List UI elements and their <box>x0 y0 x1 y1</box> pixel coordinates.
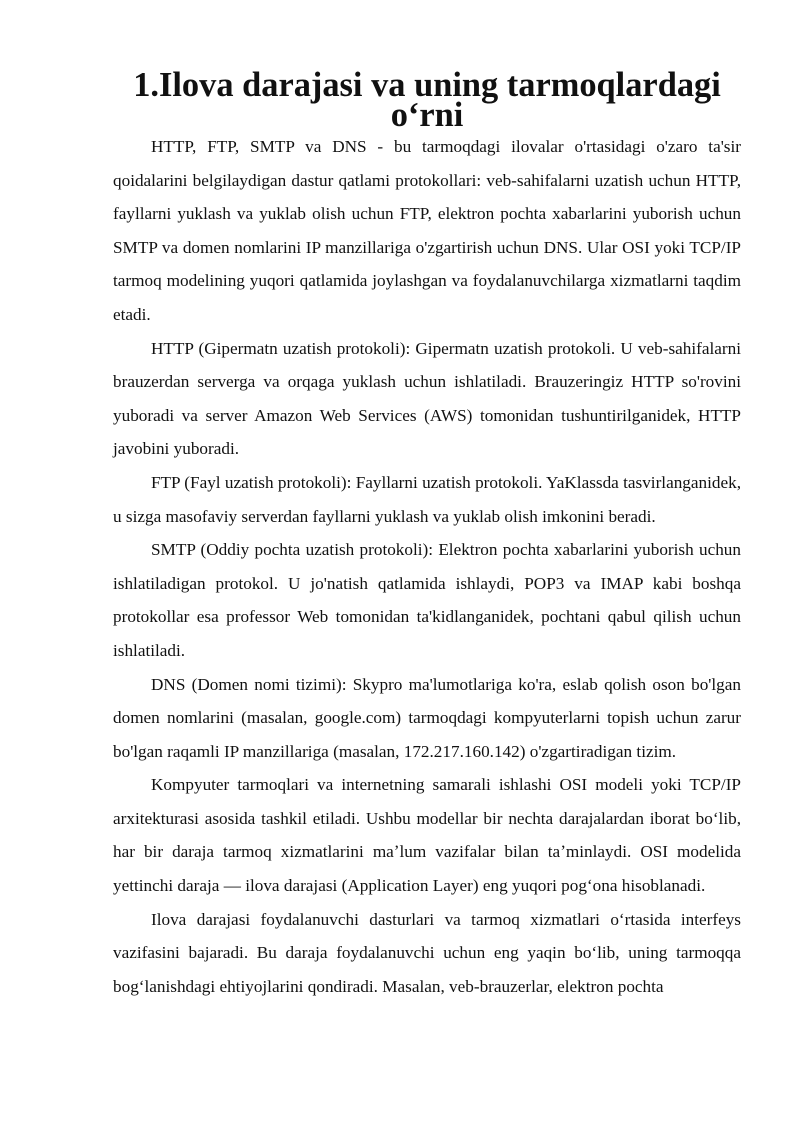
paragraph-ftp: FTP (Fayl uzatish protokoli): Fayllarni uzatish protokoli. YaKlassda tasvirlanganidek, u sizga masofaviy serverdan fayllarni yuklash va yuklab olish imkonini beradi. <box>113 472 741 526</box>
paragraph-dns: DNS (Domen nomi tizimi): Skypro ma'lumotlariga ko'ra, eslab qolish oson bo'lgan domen nomlarini (masalan, google.com) tarmoqdagi kompyuterlarni topish uchun zarur bo'lgan raqamli IP manzillariga (masalan, 172.217.160.142) o'zgartiradigan tizim. <box>113 674 741 761</box>
document-page <box>113 66 741 1003</box>
section-heading: 1.Ilova darajasi va uning tarmoqlardagi oʻrni <box>133 66 721 134</box>
paragraph-osi-model: Kompyuter tarmoqlari va internetning samarali ishlashi OSI modeli yoki TCP/IP arxitekturasi asosida tashkil etiladi. Ushbu modellar bir nechta darajalardan iborat boʻlib, har bir daraja tarmoq xizmatlarini maʼlum vazifalar bilan taʼminlaydi. OSI modelida yettinchi daraja — ilova darajasi (Application Layer) eng yuqori pogʻona hisoblanadi. <box>113 775 741 896</box>
paragraph-smtp: SMTP (Oddiy pochta uzatish protokoli): Elektron pochta xabarlarini yuborish uchun ishlatiladigan protokol. U jo'natish qatlamida ishlaydi, POP3 va IMAP kabi boshqa protokollar esa professor Web tomonidan ta'kidlanganidek, pochtani qabul qilish uchun ishlatiladi. <box>113 540 741 660</box>
paragraph-http: HTTP (Gipermatn uzatish protokoli): Gipermatn uzatish protokoli. U veb-sahifalarni brauzerdan serverga va orqaga yuklash uchun ishlatiladi. Brauzeringiz HTTP so'rovini yuboradi va server Amazon Web Services (AWS) tomonidan tushuntirilganidek, HTTP javobini yuboradi. <box>113 338 741 459</box>
paragraph-application-layer: Ilova darajasi foydalanuvchi dasturlari va tarmoq xizmatlari oʻrtasida interfeys vazifasini bajaradi. Bu daraja foydalanuvchi uchun eng yaqin boʻlib, uning tarmoqqa bogʻlanishdagi ehtiyojlarini qondiradi. Masalan, veb-brauzerlar, elektron pochta <box>113 909 741 996</box>
paragraph-protocols-overview: HTTP, FTP, SMTP va DNS - bu tarmoqdagi ilovalar o'rtasidagi o'zaro ta'sir qoidalarini belgilaydigan dastur qatlami protokollari: veb-sahifalarni uzatish uchun HTTP, fayllarni yuklash va yuklab olish uchun FTP, elektron pochta xabarlarini yuborish uchun SMTP va domen nomlarini IP manzillariga o'zgartirish uchun DNS. Ular OSI yoki TCP/IP tarmoq modelining yuqori qatlamida joylashgan va foydalanuvchilarga xizmatlarni taqdim etadi. <box>113 137 741 324</box>
